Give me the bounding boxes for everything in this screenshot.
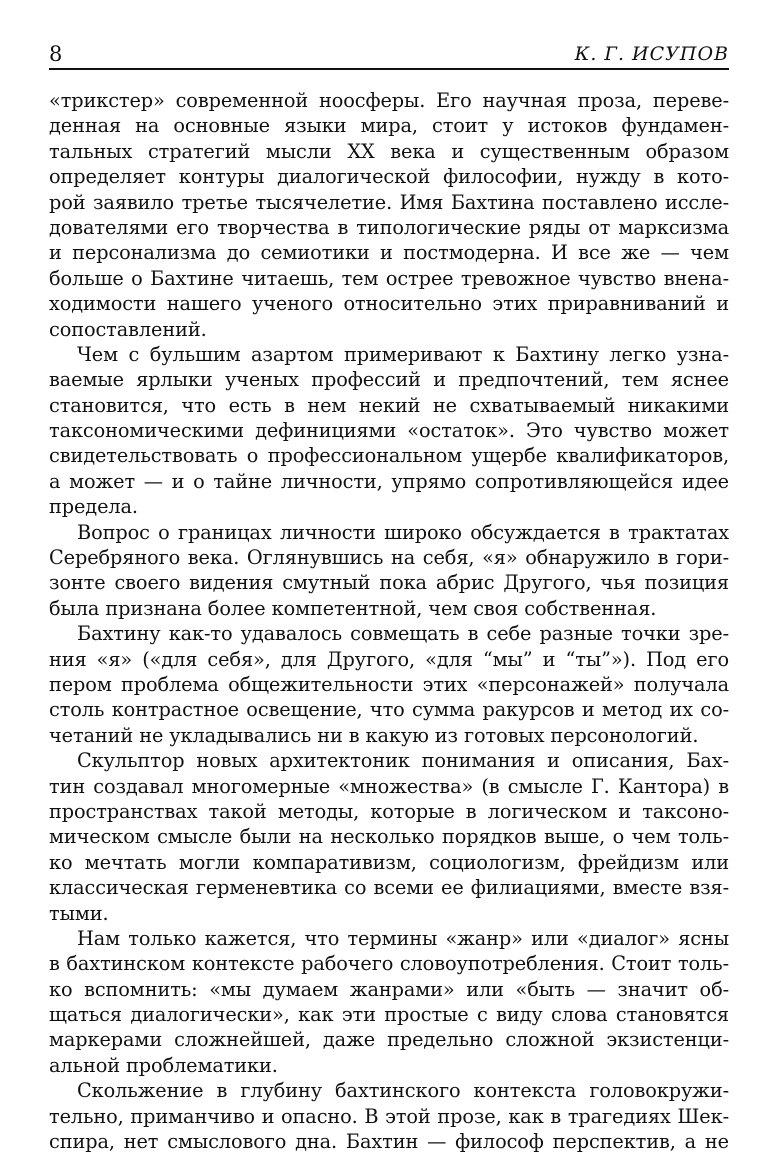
- text-line: определяет контуры диалогической философии, нужду в кото-: [49, 165, 729, 189]
- paragraph: [49, 748, 729, 926]
- paragraph: [49, 926, 729, 1078]
- text-line: ния «я» («для себя», для Другого, «для “мы” и “ты”»). Под его: [49, 647, 729, 671]
- text-line: предела.: [49, 495, 138, 519]
- text-line: становится, что есть в нем некий не схватываемый никакими: [49, 393, 729, 417]
- text-line: Серебряного века. Оглянувшись на себя, «я» обнаружило в гори-: [49, 546, 729, 570]
- text-line: больше о Бахтине читаешь, тем острее тревожное чувство внена-: [49, 266, 729, 290]
- running-head-author: К. Г. ИСУПОВ: [574, 43, 729, 65]
- text-line: рой заявило третье тысячелетие. Имя Бахтина поставлено иссле-: [49, 190, 729, 214]
- text-line: ко мечтать могли компаративизм, социологизм, фрейдизм или: [49, 850, 729, 874]
- page-header: [49, 40, 729, 70]
- text-line: альной проблематики.: [49, 1053, 278, 1077]
- text-line: мическом смысле были на несколько порядков выше, о чем толь-: [49, 825, 729, 849]
- page-number: 8: [49, 42, 63, 66]
- text-line: тельно, приманчиво и опасно. В этой прозе, как в трагедиях Шек-: [49, 1104, 729, 1128]
- text-line: «трикстер» современной ноосферы. Его научная проза, переве-: [49, 89, 729, 112]
- text-line: дователями его творчества в типологические ряды от марксизма: [49, 215, 729, 239]
- text-line: Скольжение в глубину бахтинского контекста головокружи-: [77, 1079, 729, 1103]
- paragraph: [49, 621, 729, 748]
- text-line: пером проблема общежительности этих «персонажей» получала: [49, 672, 729, 696]
- text-line: классическая герменевтика со всеми ее филиациями, вместе взя-: [49, 876, 729, 900]
- text-line: маркерами сложнейшей, даже предельно сложной экзистенци-: [49, 1028, 729, 1052]
- paragraph: [49, 88, 729, 342]
- text-line: Чем с бульшим азартом примеривают к Бахтину легко узна-: [77, 342, 729, 366]
- text-line: в бахтинском контексте рабочего словоупотребления. Стоит толь-: [49, 952, 729, 976]
- body-text: [49, 88, 729, 1154]
- text-line: Скульптор новых архитектоник понимания и описания, Бах-: [77, 749, 729, 773]
- paragraph: [49, 1078, 729, 1154]
- text-line: и персонализма до семиотики и постмодерна. И все же — чем: [49, 241, 729, 265]
- text-line: ваемые ярлыки ученых профессий и предпочтений, тем яснее: [49, 368, 729, 392]
- paragraph: [49, 520, 729, 622]
- text-line: тыми.: [49, 901, 109, 925]
- text-line: спира, нет смыслового дна. Бахтин — философ перспектив, а не: [49, 1130, 729, 1154]
- text-line: а может — и о тайне личности, упрямо сопротивляющейся идее: [49, 469, 729, 493]
- text-line: четаний не укладывались ни в какую из готовых персонологий.: [49, 723, 699, 747]
- text-line: ходимости нашего ученого относительно этих приравниваний и: [49, 292, 729, 316]
- text-line: ко вспомнить: «мы думаем жанрами» или «быть — значит об-: [49, 977, 729, 1001]
- text-line: свидетельствовать о профессиональном ущербе квалификаторов,: [49, 444, 729, 468]
- text-line: Бахтину как-то удавалось совмещать в себе разные точки зре-: [77, 622, 729, 646]
- text-line: зонте своего видения смутный пока абрис Другого, чья позиция: [49, 571, 729, 595]
- text-line: пространствах такой методы, которые в логическом и таксоно-: [49, 799, 729, 823]
- text-line: сопоставлений.: [49, 317, 207, 341]
- text-line: Нам только кажется, что термины «жанр» или «диалог» ясны: [77, 926, 729, 950]
- text-line: щаться диалогически», как эти простые с виду слова становятся: [49, 1003, 729, 1027]
- text-line: Вопрос о границах личности широко обсуждается в трактатах: [77, 520, 729, 544]
- text-line: таксономическими дефинициями «остаток». Это чувство может: [49, 419, 729, 443]
- paragraph: [49, 342, 729, 520]
- text-line: денная на основные языки мира, стоит у истоков фундамен-: [49, 114, 729, 138]
- text-line: была признана более компетентной, чем своя собственная.: [49, 596, 657, 620]
- text-line: тин создавал многомерные «множества» (в смысле Г. Кантора) в: [49, 774, 729, 798]
- text-line: столь контрастное освещение, что сумма ракурсов и метод их со-: [49, 698, 729, 722]
- text-line: тальных стратегий мысли XX века и существенным образом: [49, 139, 729, 163]
